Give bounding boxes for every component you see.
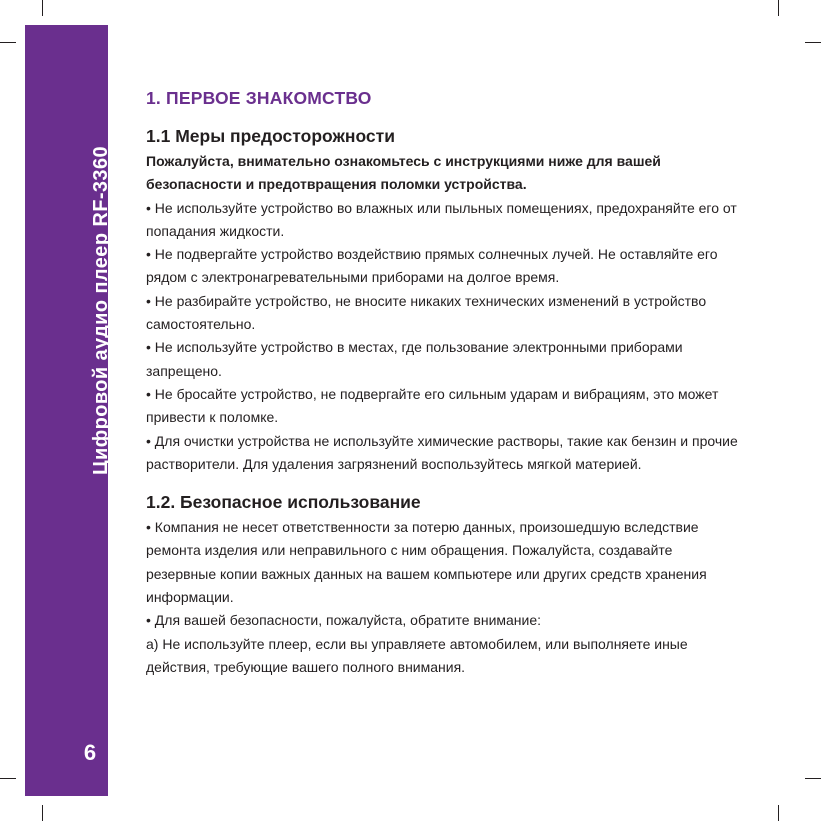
crop-mark bbox=[42, 0, 43, 16]
crop-mark bbox=[805, 42, 821, 43]
page-content bbox=[146, 86, 746, 679]
chapter-title: 1. ПЕРВОЕ ЗНАКОМСТВО bbox=[146, 88, 372, 108]
crop-mark bbox=[778, 0, 779, 16]
list-item: • Не бросайте устройство, не подвергайте его сильным ударам и вибрациям, это может привести к поломке. bbox=[146, 385, 719, 426]
crop-mark bbox=[778, 805, 779, 821]
sidebar-title: Цифровой аудио плеер RF-3360 bbox=[90, 145, 112, 475]
list-item: • Не используйте устройство во влажных или пыльных помещениях, предохраняйте его от попадания жидкости. bbox=[146, 199, 737, 239]
page-number: 6 bbox=[83, 740, 97, 765]
list-item: • Не разбирайте устройство, не вносите никаких технических изменений в устройство самостоятельно. bbox=[146, 292, 707, 333]
list-item: • Не используйте устройство в местах, где пользование электронными приборами запрещено. bbox=[146, 339, 683, 379]
intro-paragraph: Пожалуйста, внимательно ознакомьтесь с инструкциями ниже для вашей безопасности и предотвращения поломки устройства. bbox=[146, 153, 661, 193]
list-item: а) Не используйте плеер, если вы управляете автомобилем, или выполняете иные действия, требующие вашего полного внимания. bbox=[146, 635, 688, 675]
crop-mark bbox=[0, 42, 16, 43]
crop-mark bbox=[0, 778, 16, 779]
crop-mark bbox=[42, 805, 43, 821]
list-item: • Компания не несет ответственности за потерю данных, произошедшую вследствие ремонта изделия или неправильного с ним обращения. Пожалуйста, создавайте резервные копии важных данных на вашем компьютере или других средств хранения информации. bbox=[146, 519, 707, 606]
section-title: 1.2. Безопасное использование bbox=[146, 492, 421, 513]
list-item: • Для очистки устройства не используйте химические растворы, такие как бензин и прочие растворители. Для удаления загрязнений воспользуйтесь мягкой материей. bbox=[146, 432, 738, 472]
list-item: • Для вашей безопасности, пожалуйста, обратите внимание: bbox=[146, 612, 542, 629]
section-title: 1.1 Меры предосторожности bbox=[146, 126, 395, 146]
list-item: • Не подвергайте устройство воздействию прямых солнечных лучей. Не оставляйте его рядом с электронагревательными приборами на долгое время. bbox=[146, 246, 718, 286]
crop-mark bbox=[805, 778, 821, 779]
